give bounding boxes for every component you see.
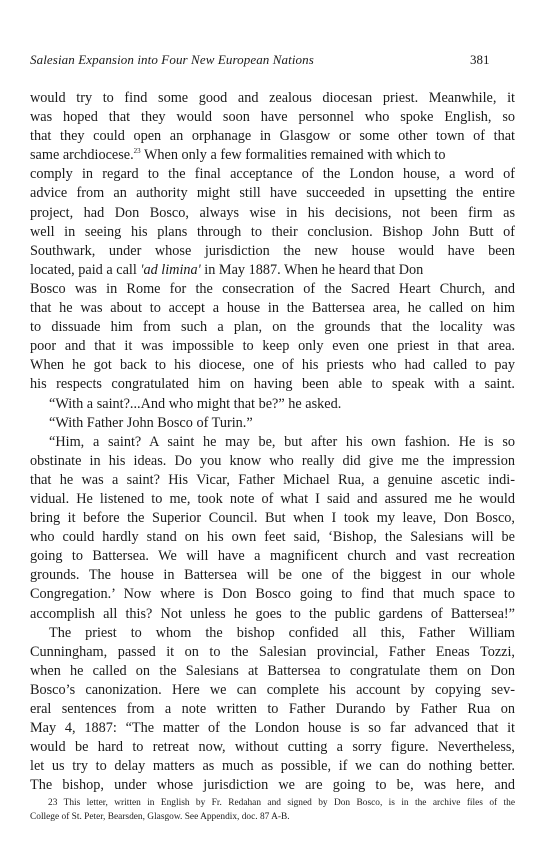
text-line: Bosco’s canonization. Here we can complete his account by copying sev-: [30, 681, 515, 698]
text-line: “With Father John Bosco of Turin.”: [49, 414, 253, 431]
text-segment: same archdiocese.: [30, 147, 134, 164]
text-line: would be hard to retreat now, without cutting a sorry figure. Nevertheless,: [30, 739, 515, 756]
text-line: The priest to whom the bishop confided all this, Father William: [49, 624, 515, 641]
text-line: Bosco was in Rome for the consecration of the Sacred Heart Church, and: [30, 280, 515, 297]
text-segment: located, paid a call: [30, 261, 141, 278]
latin-phrase: 'ad limina': [140, 261, 201, 278]
text-line: advice from an authority might still have succeeded in upsetting the entire: [30, 185, 515, 202]
running-head-title: Salesian Expansion into Four New European Nations: [30, 52, 314, 67]
text-line: bring it before the Superior Council. But when I took my leave, Don Bosco,: [30, 510, 515, 527]
text-line: poor and that it was impossible to keep only even one priest in that area.: [30, 338, 515, 355]
text-line: vidual. He listened to me, took note of what I said and assured me he would: [30, 490, 515, 507]
text-line: The bishop, under whose jurisdiction we are going to be, was here, and: [30, 777, 515, 794]
text-line: that he was about to accept a house in the Battersea area, he called on him: [30, 300, 515, 317]
text-line: project, had Don Bosco, always wise in his decisions, not been firm as: [30, 204, 515, 221]
text-line: his respects congratulated him on having been able to speak with a saint.: [30, 376, 515, 393]
text-line: May 4, 1887: “The matter of the London house is so far advanced that it: [30, 720, 515, 737]
text-line: eral sentences from a note written to Father Durando by Father Rua on: [30, 701, 515, 717]
text-line: accomplish all this? Not unless he goes to the public gardens of Battersea!”: [30, 605, 515, 622]
text-line: “Him, a saint? A saint he may be, but after his own fashion. He is so: [49, 433, 515, 450]
text-line: that he was a saint? His Vicar, Father Michael Rua, a genuine ascetic indi-: [30, 471, 515, 488]
running-head: [30, 52, 518, 70]
text-line: Southwark, under whose jurisdiction the new house would have been: [30, 242, 515, 259]
text-line: who could hardly stand on his own feet said, ‘Bishop, the Salesians will be: [30, 529, 515, 546]
footnote-marker: 23: [133, 147, 141, 156]
text-line: When he got back to his diocese, one of his priests who had called to pay: [30, 357, 515, 374]
body-text: [30, 89, 515, 795]
page-number: 381: [470, 52, 490, 67]
text-line: “With a saint?...And who might that be?” he asked.: [49, 395, 342, 412]
text-line: let us try to delay matters as much as possible, if we can do nothing better.: [30, 758, 515, 775]
text-line: to dissuade him from such a plan, on the grounds that the locality was: [30, 319, 515, 336]
text-line: when he called on the Salesians at Battersea to congratulate them on Don: [30, 662, 515, 679]
footnote-line: College of St. Peter, Bearsden, Glasgow. See Appendix, doc. 87 A-B.: [30, 812, 290, 822]
text-line: well in seeing his plans through to their conclusion. Bishop John Butt of: [30, 223, 515, 240]
text-line: Cunningham, passed it on to the Salesian provincial, Father Eneas Tozzi,: [30, 643, 515, 660]
footnote: [30, 796, 515, 824]
text-line: going to Battersea. We will have a magnificent church and vast recreation: [30, 548, 515, 565]
text-line: [30, 261, 515, 280]
text-line: [30, 146, 515, 165]
footnote-line: 23 This letter, written in English by Fr. Redahan and signed by Don Bosco, is in the archive files of the: [48, 798, 515, 808]
text-line: was hoped that they would soon have personnel who spoke English, so: [30, 109, 515, 126]
text-segment: in May 1887. When he heard that Don: [200, 261, 424, 278]
text-line: grounds. The house in Battersea will be one of the biggest in our whole: [30, 567, 515, 584]
text-line: would try to find some good and zealous diocesan priest. Meanwhile, it: [30, 90, 515, 106]
text-line: comply in regard to the final acceptance of the London house, a word of: [30, 166, 515, 183]
text-line: Congregation.’ Now where is Don Bosco going to find that much space to: [30, 586, 515, 603]
text-line: obstinate in his ideas. Do you know who really did give me the impression: [30, 452, 515, 469]
text-line: that they could open an orphanage in Glasgow or some other town of that: [30, 128, 515, 145]
text-segment: When only a few formalities remained with which to: [140, 147, 446, 164]
